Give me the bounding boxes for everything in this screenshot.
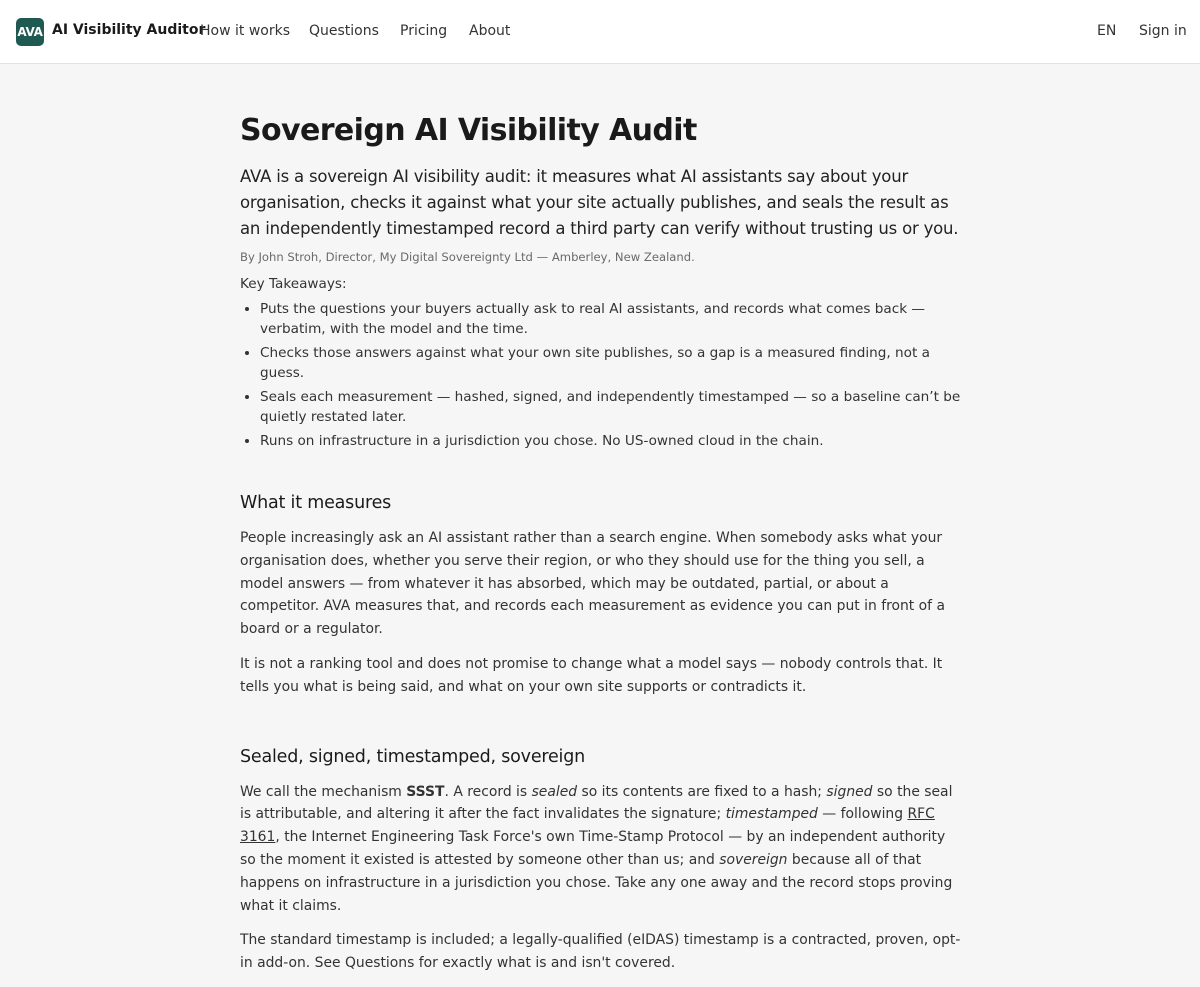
signed-term: signed xyxy=(826,783,873,800)
body-paragraph: People increasingly ask an AI assistant rather than a search engine. When somebody asks what your organisation does, whether you serve their region, or who they should use for the thing you sell, a model answers — from whatever it has absorbed, which may be outdated, partial, or about a competitor. AVA measures that, and records each measurement as evidence you can put in front of a board or a regulator. xyxy=(240,530,945,638)
list-item: • Checks those answers against what your own site publishes, so a gap is a measured finding, not a guess. xyxy=(260,343,962,383)
section-heading-what-it-measures: What it measures xyxy=(240,493,392,513)
timestamped-term: timestamped xyxy=(725,806,818,823)
ssst-term: SSST xyxy=(406,783,445,800)
body-paragraph: The standard timestamp is included; a legally-qualified (eIDAS) timestamp is a contracted, proven, opt-in add-on. See Questions for exactly what is and isn't covered. xyxy=(240,932,961,972)
nav-pricing[interactable]: Pricing xyxy=(400,23,448,39)
body-paragraph: It is not a ranking tool and does not promise to change what a model says — nobody controls that. It tells you what is being said, and what on your own site supports or contradicts it. xyxy=(240,655,943,695)
sealed-term: sealed xyxy=(531,783,578,800)
article-content xyxy=(240,110,962,987)
nav-about[interactable]: About xyxy=(469,23,511,39)
nav-how-it-works[interactable]: How it works xyxy=(200,23,290,39)
lead-paragraph: AVA is a sovereign AI visibility audit: it measures what AI assistants say about your organisation, checks it against what your site actually publishes, and seals the result as an independently timestamped record a third party can verify without trusting us or you. xyxy=(240,167,959,238)
list-item: • Seals each measurement — hashed, signed, and independently timestamped — so a baseline can’t be quietly restated later. xyxy=(260,387,962,427)
nav-questions[interactable]: Questions xyxy=(309,23,379,39)
page-title: Sovereign AI Visibility Audit xyxy=(240,113,697,148)
brand-name-link[interactable]: AI Visibility Auditor xyxy=(52,22,206,38)
key-takeaways-label: Key Takeaways: xyxy=(240,276,347,292)
rfc-3161-link[interactable]: RFC 3161 xyxy=(240,806,935,846)
key-takeaways-list xyxy=(240,299,962,451)
section-heading-sssT: Sealed, signed, timestamped, sovereign xyxy=(240,746,586,767)
sign-in-link[interactable]: Sign in xyxy=(1139,23,1187,39)
author-byline: By John Stroh, Director, My Digital Sovereignty Ltd — Amberley, New Zealand. xyxy=(240,250,695,264)
top-navigation-bar xyxy=(0,0,1200,64)
body-paragraph-ssst: We call the mechanism SSST. A record is sealed so its contents are fixed to a hash; signed so the seal is attributable, and altering it after the fact invalidates the signature; timestamped — following RFC 3161, the Internet Engineering Task Force's own Time-Stamp Protocol — by an independent authority so the moment it existed is attested by someone other than us; and sovereign because all of that happens on infrastructure in a jurisdiction you chose. Take any one away and the record stops proving what it claims. xyxy=(240,783,953,914)
list-item: • Puts the questions your buyers actually ask to real AI assistants, and records what comes back — verbatim, with the model and the time. xyxy=(260,299,962,339)
logo-icon[interactable]: AVA xyxy=(16,18,44,46)
list-item: • Runs on infrastructure in a jurisdiction you chose. No US-owned cloud in the chain. xyxy=(260,431,962,451)
language-selector[interactable]: EN xyxy=(1097,23,1117,39)
sovereign-term: sovereign xyxy=(719,851,788,868)
